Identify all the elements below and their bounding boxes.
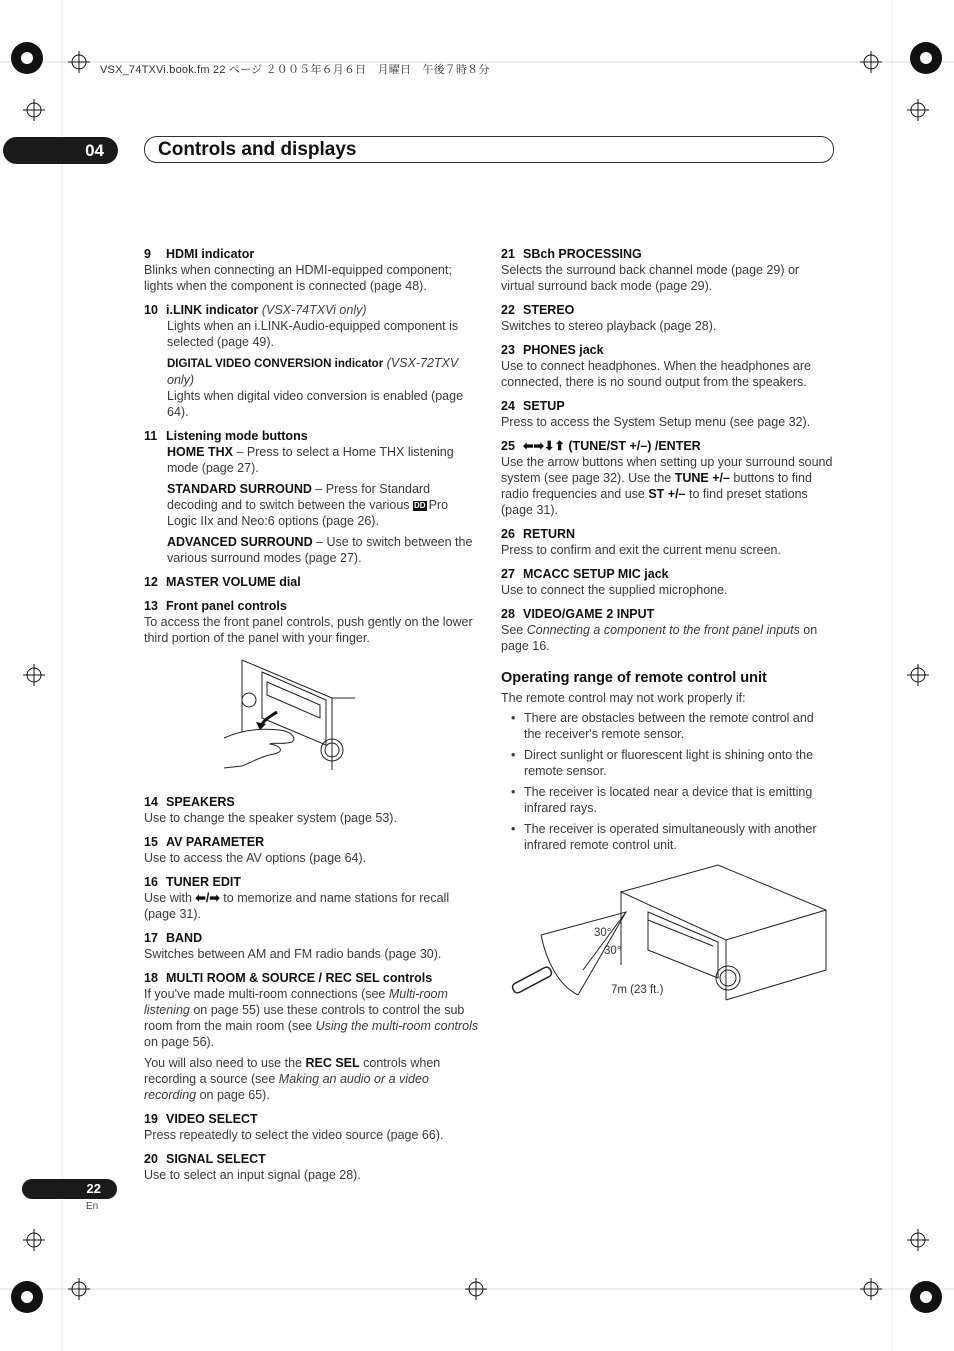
item-14: 14 SPEAKERS Use to change the speaker system (page 53). [144, 795, 397, 825]
item-10: 10 i.LINK indicator (VSX-74TXVi only) Lights when an i.LINK-Audio-equipped component is selected (page 49). DIGITAL VIDEO CONVERSION indicator (VSX-72TXV only) Lights when digital video conversion is enabled (page 64). [144, 303, 464, 419]
item-19: 19 VIDEO SELECT Press repeatedly to select the video source (page 66). [144, 1112, 444, 1142]
item-12: 12 MASTER VOLUME dial [144, 575, 301, 589]
print-header: VSX_74TXVi.book.fm 22 ページ ２００５年６月６日 月曜日 午後７時８分 [100, 64, 490, 76]
page-language: En [86, 1201, 99, 1212]
list-item: • The receiver is located near a device that is emitting infrared rays. [524, 784, 834, 816]
item-25: 25 ⬅➡⬇⬆ (TUNE/ST +/–) /ENTER Use the arrow buttons when setting up your surround sound system (see page 32). Use the TUNE +/– buttons to find radio frequencies and use ST +/– to find preset stations (page 31). [501, 439, 833, 517]
section-title: Operating range of remote control unit [501, 670, 767, 686]
corner-sunburst-bl [11, 1281, 43, 1313]
list-item: • There are obstacles between the remote control and the receiver's remote sensor. [524, 710, 834, 742]
crosshair-7 [23, 1229, 45, 1251]
crosshair-9 [68, 1278, 90, 1300]
chapter-title: Controls and displays [144, 136, 834, 163]
angle-top-label: 30° [594, 927, 612, 939]
item-21: 21 SBch PROCESSING Selects the surround back channel mode (page 29) or virtual surround back mode (page 29). [501, 247, 800, 293]
item-13: 13 Front panel controls To access the front panel controls, push gently on the lower third portion of the panel with your finger. [144, 599, 473, 645]
item-11: 11 Listening mode buttons HOME THX – Press to select a Home THX listening mode (page 27). STANDARD SURROUND – Press for Standard decoding and to switch between the various DD Pro Logic IIx and Neo:6 options (page 26). ADVANCED SURROUND – Use to switch between the various surround modes (page 27). [144, 429, 473, 565]
arrow-keys-icon: ⬅➡⬇⬆ [523, 439, 565, 453]
dolby-logo: DD [414, 501, 426, 510]
front-panel-illustration [222, 650, 357, 772]
item-27: 27 MCACC SETUP MIC jack Use to connect the supplied microphone. [501, 567, 728, 597]
angle-bottom-label: 30° [604, 945, 622, 957]
section-intro: The remote control may not work properly if: [501, 691, 746, 705]
crosshair-6 [907, 664, 929, 686]
remote-control-icon [511, 966, 553, 995]
remote-range-illustration [508, 860, 833, 1005]
item-23: 23 PHONES jack Use to connect headphones. When the headphones are connected, there is no sound output from the speakers. [501, 343, 811, 389]
list-item: • The receiver is operated simultaneously with another infrared remote control unit. [524, 821, 834, 853]
item-17: 17 BAND Switches between AM and FM radio bands (page 30). [144, 931, 442, 961]
corner-sunburst-br [910, 1281, 942, 1313]
item-9: 9 HDMI indicator Blinks when connecting an HDMI-equipped component; lights when the component is connected (page 48). [144, 247, 452, 293]
item-15: 15 AV PARAMETER Use to access the AV options (page 64). [144, 835, 367, 865]
conditions-list [501, 710, 834, 853]
crosshair-10 [465, 1278, 487, 1300]
item-28: 28 VIDEO/GAME 2 INPUT See Connecting a component to the front panel inputs on page 16. [501, 607, 818, 653]
crosshair-11 [860, 1278, 882, 1300]
crosshair-2 [860, 51, 882, 73]
item-22: 22 STEREO Switches to stereo playback (page 28). [501, 303, 717, 333]
crosshair-5 [23, 664, 45, 686]
page-number: 22 [22, 1179, 117, 1199]
chapter-number-tab: 04 [3, 137, 118, 164]
item-18: 18 MULTI ROOM & SOURCE / REC SEL controls If you've made multi-room connections (see Multi-room listening on page 55) use these controls to control the sub room from the main room (see Using the multi-room controls on page 56). You will also need to use the REC SEL controls when recording a source (see Making an audio or a video recording on page 65). [144, 971, 479, 1102]
list-item: • Direct sunlight or fluorescent light is shining onto the remote sensor. [524, 747, 834, 779]
right-column [501, 246, 834, 858]
corner-sunburst-tl [11, 42, 43, 74]
crosshair-3 [23, 99, 45, 121]
left-right-arrows-icon: ⬅/➡ [195, 891, 220, 905]
item-16: 16 TUNER EDIT Use with ⬅/➡ to memorize and name stations for recall (page 31). [144, 875, 450, 921]
corner-sunburst-tr [910, 42, 942, 74]
distance-label: 7m (23 ft.) [611, 984, 664, 996]
item-20: 20 SIGNAL SELECT Use to select an input signal (page 28). [144, 1152, 361, 1182]
crosshair-4 [907, 99, 929, 121]
crosshair-1 [68, 51, 90, 73]
item-26: 26 RETURN Press to confirm and exit the current menu screen. [501, 527, 781, 557]
crosshair-8 [907, 1229, 929, 1251]
item-24: 24 SETUP Press to access the System Setup menu (see page 32). [501, 399, 811, 429]
